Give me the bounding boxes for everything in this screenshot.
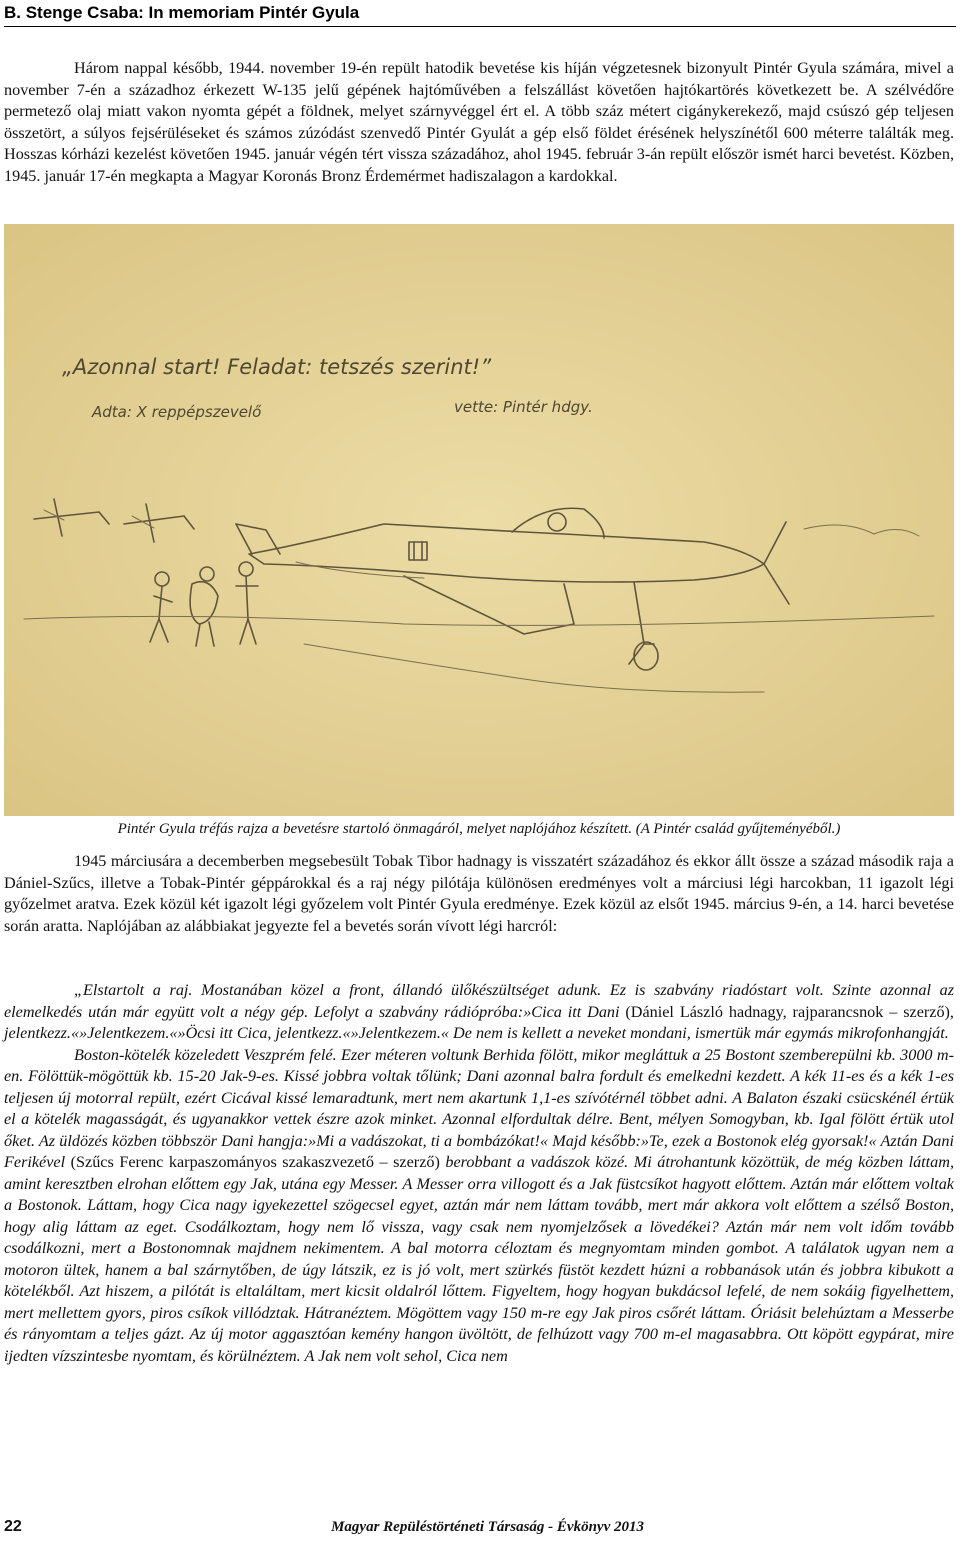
quote-paragraph-2: [4, 1045, 954, 1368]
diary-quote: [4, 980, 954, 1367]
running-header: B. Stenge Csaba: In memoriam Pintér Gyula: [4, 2, 956, 27]
paper-background: [4, 224, 954, 816]
paragraph-2: 1945 márciusára a decemberben megsebesült Tobak Tibor hadnagy is visszatért századához és ekkor állt össze a század második raja a Dániel-Szűcs, illetve a Tobak-Pintér géppárokkal és a raj négy pilótája különösen eredményes volt a márciusi légi harcokban, 11 igazolt légi győzelmet aratva. Ezek közül két igazolt légi győzelem volt Pintér Gyula eredménye. Ezek közül az elsőt 1945. március 9-én, a 14. harci bevetése során aratta. Naplójában az alábbiakat jegyezte fel a bevetés során vívott légi harcról:: [4, 852, 954, 935]
quote-2-editor-note: (Szűcs Ferenc karpaszományos szakaszvezető – szerző): [70, 1153, 440, 1171]
pencil-drawing-figure: [4, 224, 954, 816]
paragraph-1: Három nappal később, 1944. november 19-én repült hatodik bevetése kis híján végzetesnek bizonyult Pintér Gyula számára, mivel a november 7-én a századhoz érkezett W-135 jelű gépének hajtóművében a felszállást követően hajtókartörés következett be. A szélvédőre permetező olaj miatt vakon nyomta gépét a földnek, melyet szárnyvéggel ért el. A több száz métert cigánykerekező, majd csúszó gép teljesen összetört, a súlyos fejsérüléseket és számos zúzódást szenvedő Pintér Gyulát a gép első földet érésének helyszínétől 600 méterre találták meg. Hosszas kórházi kezelést követően 1945. január végén tért vissza századához, ahol 1945. február 3-án repült először ismét harci bevetést. Közben, 1945. január 17-én megkapta a Magyar Koronás Bronz Érdemérmet hadiszalagon a kardokkal.: [4, 59, 954, 185]
handwriting-line-2-left: Adta: X reppépszevelő: [92, 403, 262, 421]
quote-2-part-c: berobbant a vadászok közé. Mi átrohantunk közöttük, de még közben láttam, amint keresztben elrohan előttem egy Jak, utána egy Messer. A Messer orra villogott és a Jak füstcsíkot hagyott előttem. Aztán már előttem voltak a Bostonok. Láttam, hogy Cica nagy igyekezettel szögecsel egyet, aztán már nem láttam tovább, mert már akkora volt előttem a szélső Boston, hogy alig láttam az eget. Csodálkoztam, hogy nem lő vissza, vagy csak nem nyomjelzősek a lövedékei? Aztán már nem volt időm tovább csodálkozni, mert a Bostonomnak majdnem nekimentem. A bal motorra céloztam és megnyomtam minden gombot. A találatok ugyan nem a motoron ültek, hanem a bal szárnytőben, de úgy látszik, ez is jó volt, mert szürkés füstöt kezdett húzni a robbanások után és jobbra kibukott a kötelékből. Azt hiszem, a pilótát is eltaláltam, mert kicsit oldalról lőttem. Figyeltem, hogy hogyan bukdácsol lefelé, de nem sokáig figyelhettem, mert mellettem gyors, piros csíkok villództak. Hátranéztem. Mögöttem vagy 150 m-re egy Jak piros csőrét láttam. Óriásit belehúztam a Messerbe és rányomtam a teljes gázt. Az új motor aggasztóan kemény hangon üvöltött, de felhúzott vagy 700 m-el magasabbra. Ott köpött egypárat, mire ijedten vízszintesbe nyomtam, és körülnéztem. A Jak nem volt sehol, Cica nem: [4, 1153, 955, 1365]
figure-caption: Pintér Gyula tréfás rajza a bevetésre startoló önmagáról, melyet naplójához készített. (A Pintér család gyűjteményéből.): [117, 821, 841, 837]
publication-name: Magyar Repüléstörténeti Társaság - Évkönyv 2013: [331, 1519, 644, 1535]
quote-1-part-c: jelentkezz.«»Jelentkezem.«»Öcsi itt Cica, jelentkezz.«»Jelentkezem.« De nem is kellett a neveket mondani, ismertük már egymás mikrofonhangját.: [4, 1024, 949, 1042]
quote-1-editor-note: (Dániel László hadnagy, rajparancsnok – szerző),: [625, 1002, 954, 1021]
page-footer: [4, 1518, 954, 1540]
handwriting-line-1: „Azonnal start! Feladat: tetszés szerint!”: [62, 355, 492, 379]
page-number: 22: [4, 1518, 22, 1535]
quote-1-part-a: „Elstartolt a raj. Mostanában közel a front, állandó ülőkészültséget adunk. Ez is szabvány riadóstart volt. Szinte azonnal az elemelkedés után már együtt volt a négy gép. Lefolyt a szabvány rádiópróba:»Cica itt Dani: [4, 981, 954, 1021]
quote-paragraph-1: [4, 980, 954, 1045]
drawing-svg: [4, 224, 954, 816]
quote-2-part-a: Boston-kötelék közeledett Veszprém felé. Ezer méteren voltunk Berhida fölött, mikor megláttuk a 25 Bostont szemberepülni kb. 3000 m-en. Fölöttük-mögöttük kb. 15-20 Jak-9-es. Kissé jobbra voltak tőlünk; Dani azonnal balra fordult és emelkedni kezdett. A kék 11-es és a kék 1-es teljesen új motorral repült, ezért Cicával kissé lemaradtunk, mert nem akartunk 1,1-es szívótérnél többet adni. A Balaton északi csücskénél értük el a kötelék magasságát, és ugyanakkor vettek észre azok minket. Azonnal elfordultak délre. Bent, mélyen Somogyban, kb. Igal fölött értük utol őket. Az üldözés közben többször Dani hangja:»Mi a vadászokat, ti a bombázókat!« Majd később:»Te, ezek a Bostonok elég gyorsak!« Aztán Dani Ferikével: [4, 1045, 954, 1171]
handwriting-line-2-right: vette: Pintér hdgy.: [454, 398, 593, 416]
